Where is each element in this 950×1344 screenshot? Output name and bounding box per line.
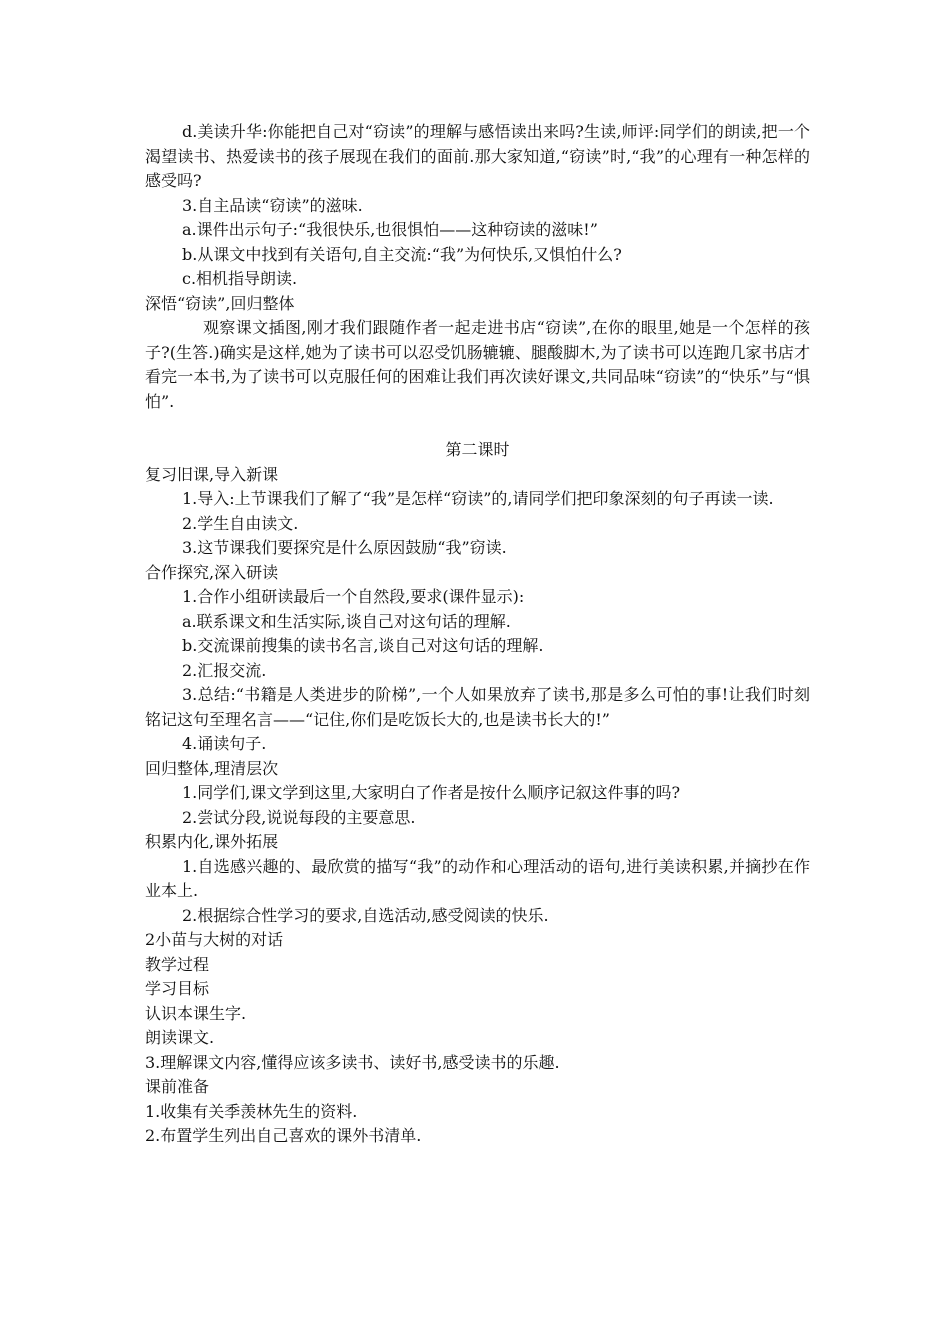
- paragraph-coop-3: 3.总结:“书籍是人类进步的阶梯”,一个人如果放弃了读书,那是多么可怕的事!让我们时刻铭记这句至理名言——“记住,你们是吃饭长大的,也是读书长大的!”: [145, 685, 810, 729]
- section-heading-review: 复习旧课,导入新课: [145, 464, 279, 484]
- paragraph-coop-2: 2.汇报交流.: [182, 660, 267, 680]
- goal-read-aloud: 朗读课文.: [145, 1028, 215, 1047]
- paragraph-extension-1: 1.自选感兴趣的、最欣赏的描写“我”的动作和心理活动的语句,进行美读积累,并摘抄在作业本上.: [145, 856, 810, 900]
- prep-item-1: 1.收集有关季羡林先生的资料.: [145, 1101, 358, 1121]
- document-page: [145, 120, 810, 1149]
- goal-characters: 认识本课生字.: [145, 1003, 247, 1023]
- paragraph-reading-aloud: d.美读升华:你能把自己对“窃读”的理解与感悟读出来吗?生读,师评:同学们的朗读,把一个渴望读书、热爱读书的孩子展现在我们的面前.那大家知道,“窃读”时,“我”的心理有一种怎样的感受吗?: [145, 122, 810, 190]
- paragraph-coop-4: 4.诵读句子.: [182, 734, 267, 753]
- paragraph-review-2: 2.学生自由读文.: [182, 513, 299, 533]
- paragraph-coop-1: 1.合作小组研读最后一个自然段,要求(课件显示):: [182, 587, 525, 606]
- paragraph-step-3c: c.相机指导朗读.: [182, 269, 298, 288]
- heading-learning-goals: 学习目标: [145, 979, 210, 998]
- paragraph-step-3b: b.从课文中找到有关语句,自主交流:“我”为何快乐,又惧怕什么?: [182, 244, 622, 264]
- paragraph-extension-2: 2.根据综合性学习的要求,自选活动,感受阅读的快乐.: [182, 905, 549, 925]
- section-heading-deep-understanding: 深悟“窃读”,回归整体: [145, 293, 295, 313]
- section-heading-extension: 积累内化,课外拓展: [145, 832, 279, 851]
- paragraph-step-3: 3.自主品读“窃读”的滋味.: [182, 195, 363, 215]
- paragraph-step-3a: a.课件出示句子:“我很快乐,也很惧怕——这种窃读的滋味!”: [182, 220, 598, 239]
- lesson-title-second-period: 第二课时: [445, 440, 510, 459]
- paragraph-review-1: 1.导入:上节课我们了解了“我”是怎样“窃读”的,请同学们把印象深刻的句子再读一读.: [182, 489, 774, 508]
- paragraph-review-3: 3.这节课我们要探究是什么原因鼓励“我”窃读.: [182, 538, 507, 557]
- section-heading-return-whole: 回归整体,理清层次: [145, 758, 279, 778]
- paragraph-coop-1a: a.联系课文和生活实际,谈自己对这句话的理解.: [182, 611, 511, 631]
- paragraph-return-2: 2.尝试分段,说说每段的主要意思.: [182, 807, 416, 827]
- paragraph-return-1: 1.同学们,课文学到这里,大家明白了作者是按什么顺序记叙这件事的吗?: [182, 783, 681, 802]
- lesson-title-seedling-tree: 2小苗与大树的对话: [145, 930, 284, 949]
- paragraph-illustration: 观察课文插图,刚才我们跟随作者一起走进书店“窃读”,在你的眼里,她是一个怎样的孩子?(生答.)确实是这样,她为了读书可以忍受饥肠辘辘、腿酸脚木,为了读书可以连跑几家书店才看完一本书,为了读书可以克服任何的困难让我们再次读好课文,共同品味“窃读”的“快乐”与“惧怕”.: [145, 318, 810, 411]
- heading-teaching-process: 教学过程: [145, 954, 210, 974]
- heading-preparation: 课前准备: [145, 1077, 210, 1096]
- goal-understand: 3.理解课文内容,懂得应该多读书、读好书,感受读书的乐趣.: [145, 1052, 560, 1072]
- paragraph-coop-1b: b.交流课前搜集的读书名言,谈自己对这句话的理解.: [182, 636, 544, 655]
- prep-item-2: 2.布置学生列出自己喜欢的课外书清单.: [145, 1126, 422, 1145]
- section-heading-cooperation: 合作探究,深入研读: [145, 562, 279, 582]
